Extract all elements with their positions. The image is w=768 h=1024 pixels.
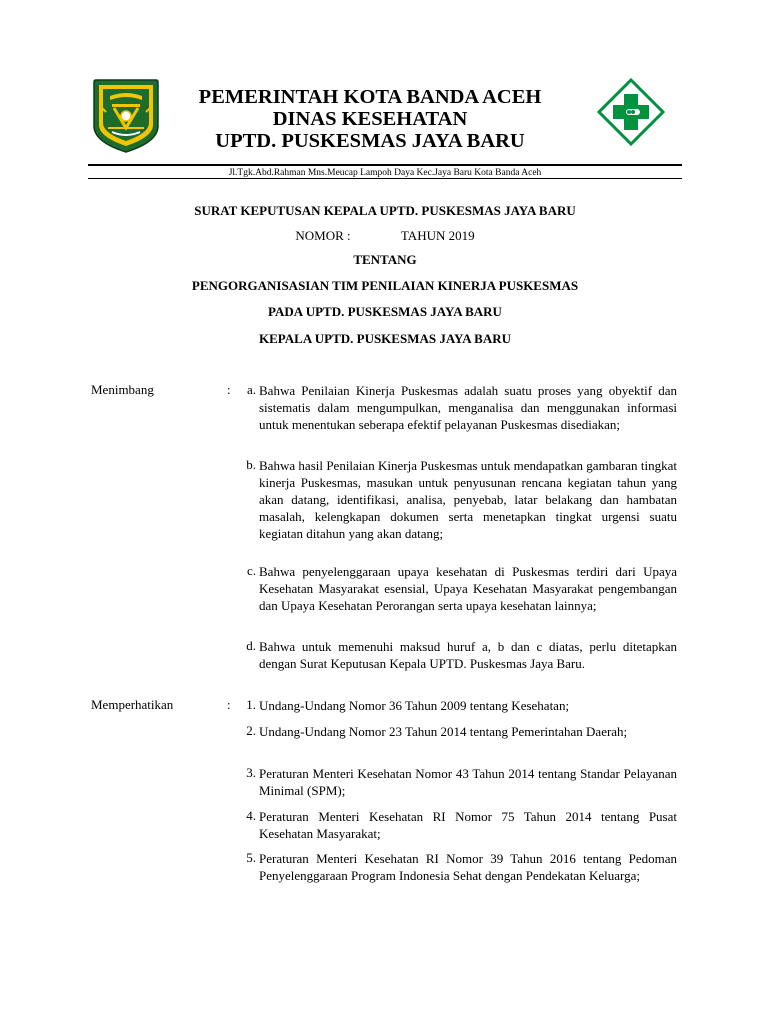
memperhatikan-item-2: Undang-Undang Nomor 23 Tahun 2014 tentang Pemerintahan Daerah; [259,724,628,739]
memperhatikan-marker-5: 5. [246,850,256,865]
government-name: PEMERINTAH KOTA BANDA ACEH [198,86,542,108]
decree-location: PADA UPTD. PUSKESMAS JAYA BARU [268,304,502,319]
menimbang-marker-a: a. [246,382,256,397]
menimbang-marker-c: c. [246,563,256,578]
letterhead-title [160,86,580,153]
memperhatikan-marker-3: 3. [246,765,256,780]
memperhatikan-item-3: Peraturan Menteri Kesehatan Nomor 43 Tahun 2014 tentang Standar Pelayanan Minimal (SPM); [259,766,677,798]
memperhatikan-marker-2: 2. [246,723,256,738]
letterhead-divider-thick [88,164,682,166]
decree-subject: PENGORGANISASIAN TIM PENILAIAN KINERJA PUSKESMAS [191,278,579,293]
memperhatikan-item-4: Peraturan Menteri Kesehatan RI Nomor 75 Tahun 2014 tentang Pusat Kesehatan Masyarakat; [259,809,677,841]
memperhatikan-item-1: Undang-Undang Nomor 36 Tahun 2009 tentang Kesehatan; [259,698,570,713]
menimbang-item-a: Bahwa Penilaian Kinerja Puskesmas adalah suatu proses yang obyektif dan sistematis dalam mengumpulkan, menganalisa dan menggunakan informasi untuk menentukan seberapa efektif pelayanan Puskesmas disediakan; [259,383,677,432]
puskesmas-logo-icon [597,78,665,146]
decree-number-line [88,228,682,244]
menimbang-item-b: Bahwa hasil Penilaian Kinerja Puskesmas untuk mendapatkan gambaran tingkat kinerja Puskesmas, masukan untuk penyusunan rencana kegiatan tahun yang akan datang, identifikasi, analisa, penyebab, latar belakang dan hambatan masalah, kelengkapan dokumen serta menetapkan tingkat urgensi suatu kegiatan ditahun yang akan datang; [259,458,677,541]
menimbang-marker-d: d. [246,638,256,653]
menimbang-label: Menimbang [91,382,154,397]
office-address: Jl.Tgk.Abd.Rahman Mns.Meucap Lampoh Daya Kec.Jaya Baru Kota Banda Aceh [228,168,542,178]
menimbang-marker-b: b. [246,457,256,472]
tentang-heading: TENTANG [353,252,417,267]
decree-title: SURAT KEPUTUSAN KEPALA UPTD. PUSKESMAS JAYA BARU [194,203,576,218]
nomor-label: NOMOR : [295,228,351,243]
menimbang-colon: : [227,382,231,397]
institution-name: UPTD. PUSKESMAS JAYA BARU [215,130,525,152]
menimbang-item-c: Bahwa penyelenggaraan upaya kesehatan di Puskesmas terdiri dari Upaya Kesehatan Masyarakat esensial, Upaya Kesehatan Masyarakat pengembangan dan Upaya Kesehatan Perorangan serta upaya kesehatan lainnya; [259,564,677,613]
memperhatikan-colon: : [227,697,231,712]
banda-aceh-emblem-icon [88,78,164,154]
issuing-official: KEPALA UPTD. PUSKESMAS JAYA BARU [259,331,511,346]
letterhead-divider-thin [88,178,682,179]
memperhatikan-marker-1: 1. [246,697,256,712]
memperhatikan-label: Memperhatikan [91,697,174,712]
memperhatikan-marker-4: 4. [246,808,256,823]
department-name: DINAS KESEHATAN [272,108,468,130]
menimbang-item-d: Bahwa untuk memenuhi maksud huruf a, b dan c diatas, perlu ditetapkan dengan Surat Keputusan Kepala UPTD. Puskesmas Jaya Baru. [259,639,677,671]
decree-year: TAHUN 2019 [400,228,475,243]
memperhatikan-item-5: Peraturan Menteri Kesehatan RI Nomor 39 Tahun 2016 tentang Pedoman Penyelenggaraan Program Indonesia Sehat dengan Pendekatan Keluarga; [259,851,677,883]
